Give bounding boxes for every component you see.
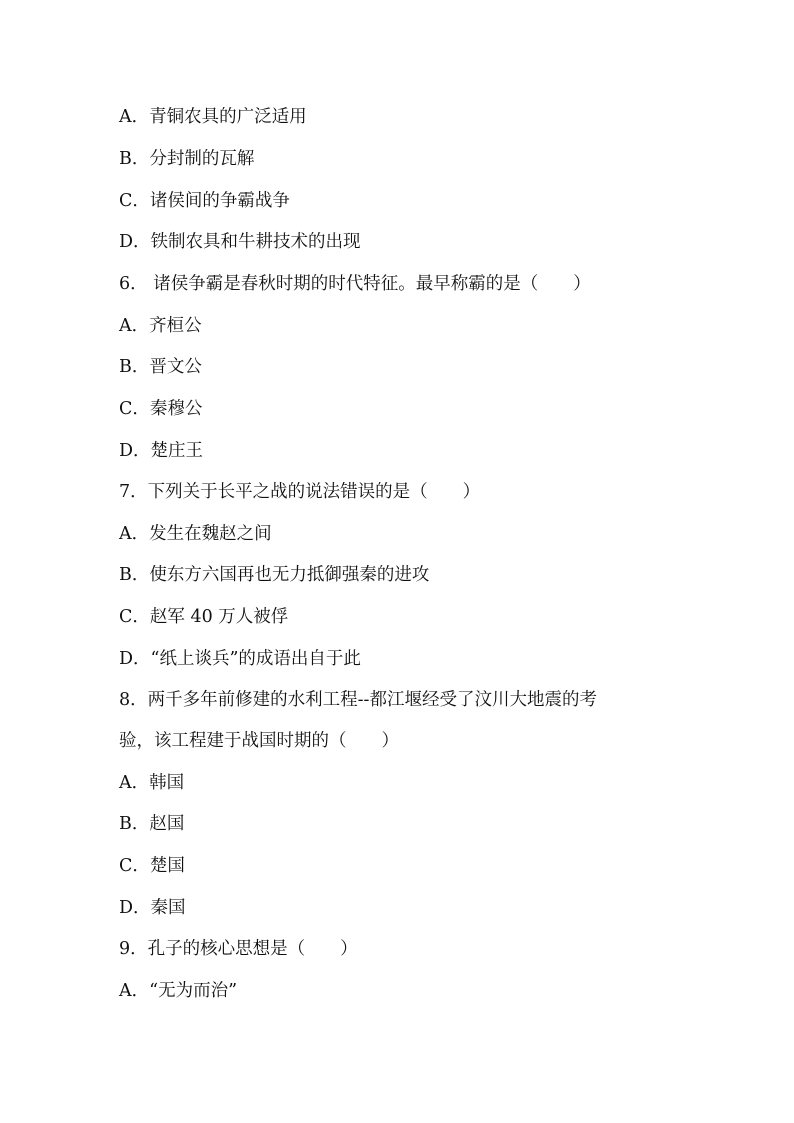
q7-option-b: B．使东方六国再也无力抵御强秦的进攻 (119, 565, 430, 585)
q7-option-d: D．“纸上谈兵”的成语出自于此 (119, 649, 361, 669)
q6-option-b: B．晋文公 (119, 357, 202, 377)
question-7: 7．下列关于长平之战的说法错误的是（ ） (119, 482, 481, 502)
q6-option-c: C．秦穆公 (119, 399, 203, 419)
question-8-line-1: 8．两千多年前修建的水利工程--都江堰经受了汶川大地震的考 (119, 690, 597, 710)
q8-option-c: C．楚国 (119, 856, 185, 876)
q8-option-d: D．秦国 (119, 898, 186, 918)
q8-option-b: B．赵国 (119, 814, 185, 834)
question-9: 9．孔子的核心思想是（ ） (119, 939, 358, 959)
q5-option-c: C．诸侯间的争霸战争 (119, 191, 290, 211)
question-8-line-2: 验，该工程建于战国时期的（ ） (119, 731, 399, 751)
q6-option-d: D．楚庄王 (119, 441, 204, 461)
q5-option-d: D．铁制农具和牛耕技术的出现 (119, 232, 361, 252)
q7-option-c: C．赵军 40 万人被俘 (119, 607, 289, 627)
q9-option-a: A．“无为而治” (119, 981, 238, 1001)
q5-option-a: A．青铜农具的广泛适用 (119, 107, 307, 127)
q8-option-a: A．韩国 (119, 773, 185, 793)
q7-option-a: A．发生在魏赵之间 (119, 524, 272, 544)
q5-option-b: B．分封制的瓦解 (119, 149, 255, 169)
q6-option-a: A．齐桓公 (119, 316, 202, 336)
question-6: 6． 诸侯争霸是春秋时期的时代特征。最早称霸的是（ ） (119, 274, 591, 294)
